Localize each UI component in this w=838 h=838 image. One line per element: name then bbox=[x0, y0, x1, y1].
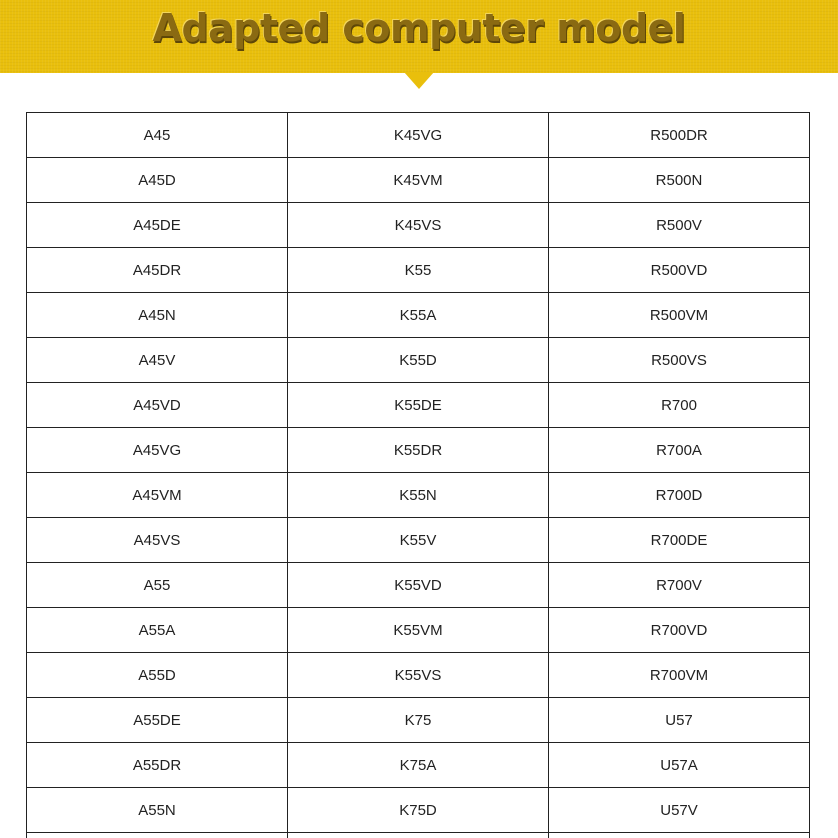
banner-pointer bbox=[404, 72, 434, 89]
model-cell: A45N bbox=[27, 293, 288, 338]
table-row bbox=[27, 698, 810, 743]
model-cell: A55N bbox=[27, 788, 288, 833]
model-cell: K75A bbox=[288, 743, 549, 788]
model-cell: R500VM bbox=[549, 293, 810, 338]
model-cell: A45DE bbox=[27, 203, 288, 248]
table-row bbox=[27, 383, 810, 428]
model-cell: A45V bbox=[27, 338, 288, 383]
model-cell: R700A bbox=[549, 428, 810, 473]
model-cell: R500N bbox=[549, 158, 810, 203]
model-cell: A45D bbox=[27, 158, 288, 203]
model-cell: A55DR bbox=[27, 743, 288, 788]
table-row bbox=[27, 743, 810, 788]
model-cell bbox=[288, 833, 549, 838]
model-cell: K55VS bbox=[288, 653, 549, 698]
table-row bbox=[27, 788, 810, 833]
table-row bbox=[27, 293, 810, 338]
model-cell: K55DE bbox=[288, 383, 549, 428]
table-row bbox=[27, 608, 810, 653]
model-cell: R500VD bbox=[549, 248, 810, 293]
model-cell: K55A bbox=[288, 293, 549, 338]
model-cell: U57A bbox=[549, 743, 810, 788]
table-row bbox=[27, 338, 810, 383]
model-cell: A45DR bbox=[27, 248, 288, 293]
model-table bbox=[26, 112, 810, 838]
table-row bbox=[27, 833, 810, 838]
model-cell bbox=[549, 833, 810, 838]
model-cell: K45VS bbox=[288, 203, 549, 248]
model-cell: A45 bbox=[27, 113, 288, 158]
model-cell: K55V bbox=[288, 518, 549, 563]
model-cell: U57 bbox=[549, 698, 810, 743]
model-cell: A45VS bbox=[27, 518, 288, 563]
model-cell: R700D bbox=[549, 473, 810, 518]
model-cell bbox=[27, 833, 288, 838]
model-cell: K55N bbox=[288, 473, 549, 518]
model-cell: R700DE bbox=[549, 518, 810, 563]
model-cell: K55 bbox=[288, 248, 549, 293]
model-cell: R500V bbox=[549, 203, 810, 248]
table-row bbox=[27, 563, 810, 608]
model-cell: K75D bbox=[288, 788, 549, 833]
model-cell: A55DE bbox=[27, 698, 288, 743]
model-cell: R700VM bbox=[549, 653, 810, 698]
model-cell: U57V bbox=[549, 788, 810, 833]
table-row bbox=[27, 248, 810, 293]
table-row bbox=[27, 473, 810, 518]
model-cell: K75 bbox=[288, 698, 549, 743]
model-cell: A45VD bbox=[27, 383, 288, 428]
model-cell: A55D bbox=[27, 653, 288, 698]
model-cell: K55VD bbox=[288, 563, 549, 608]
model-cell: A55A bbox=[27, 608, 288, 653]
model-cell: A45VM bbox=[27, 473, 288, 518]
model-cell: K55D bbox=[288, 338, 549, 383]
table-row bbox=[27, 518, 810, 563]
model-cell: K45VM bbox=[288, 158, 549, 203]
model-cell: K45VG bbox=[288, 113, 549, 158]
model-cell: R700 bbox=[549, 383, 810, 428]
model-cell: A55 bbox=[27, 563, 288, 608]
table-row bbox=[27, 653, 810, 698]
table-row bbox=[27, 428, 810, 473]
page-title: Adapted computer model bbox=[152, 6, 686, 50]
table-row bbox=[27, 203, 810, 248]
model-cell: R700VD bbox=[549, 608, 810, 653]
model-cell: A45VG bbox=[27, 428, 288, 473]
model-cell: R700V bbox=[549, 563, 810, 608]
model-cell: R500DR bbox=[549, 113, 810, 158]
model-cell: K55DR bbox=[288, 428, 549, 473]
table-row bbox=[27, 113, 810, 158]
model-cell: K55VM bbox=[288, 608, 549, 653]
model-cell: R500VS bbox=[549, 338, 810, 383]
table-row bbox=[27, 158, 810, 203]
model-table-body bbox=[27, 113, 810, 838]
